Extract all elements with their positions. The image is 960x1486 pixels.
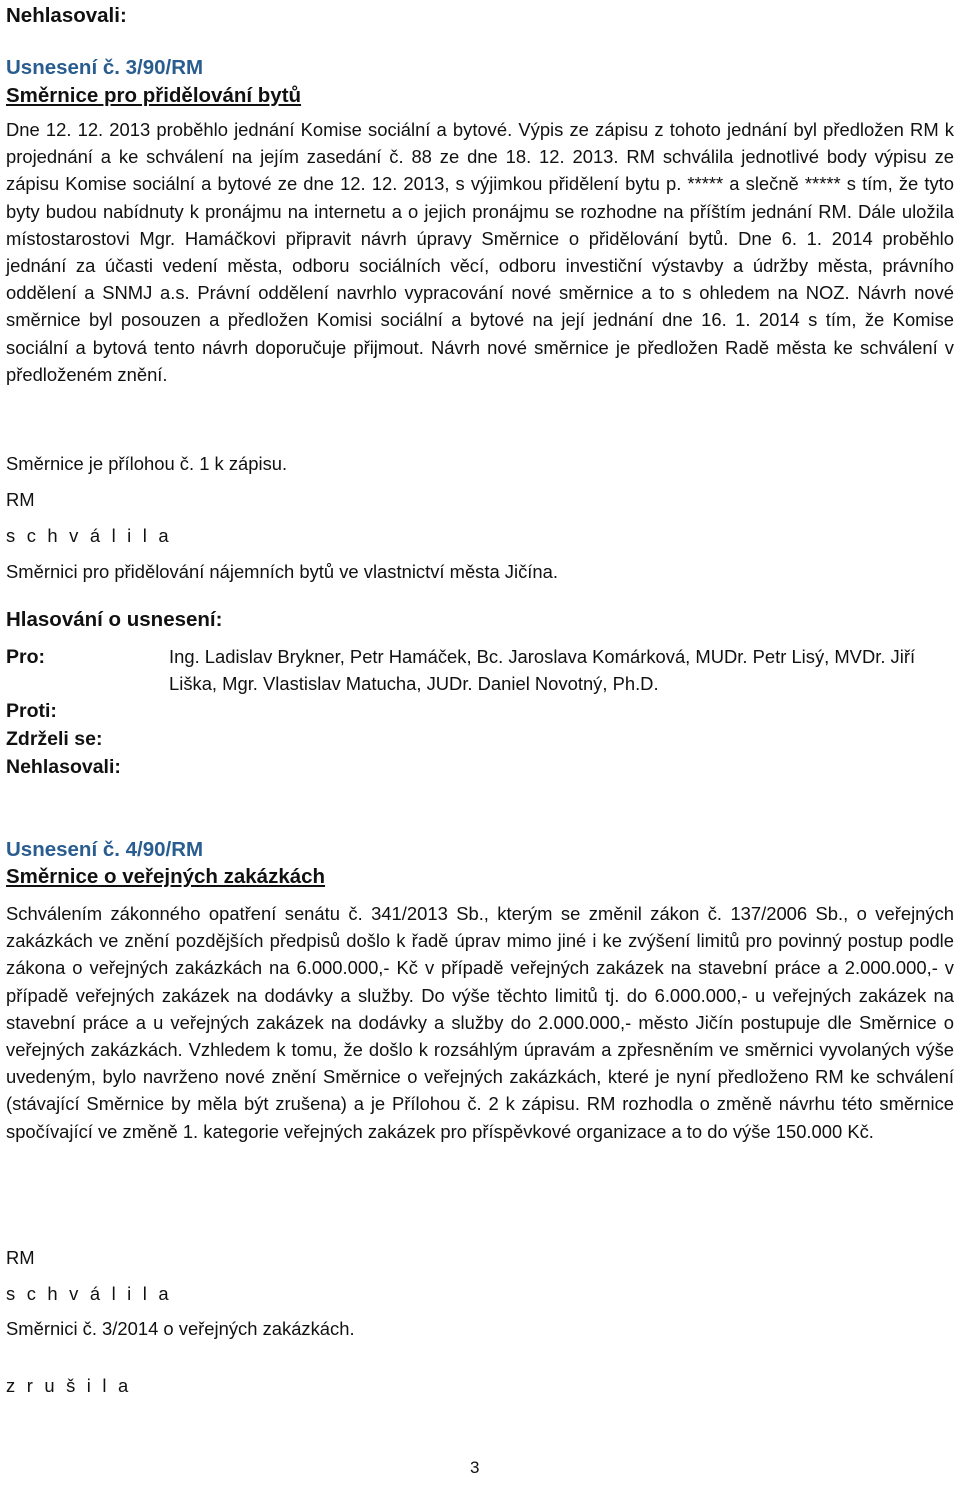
resolution-object: Směrnici pro přidělování nájemních bytů ve vlastnictví města Jičína. xyxy=(6,561,558,582)
resolution-title: Směrnice o veřejných zakázkách xyxy=(6,865,326,888)
vote-pro-label: Pro: xyxy=(6,646,45,668)
resolution-object: Směrnici č. 3/2014 o veřejných zakázkách. xyxy=(6,1318,355,1339)
body-label: RM xyxy=(6,489,35,510)
vote-nehlasovali-label: Nehlasovali: xyxy=(6,756,121,778)
resolution-paragraph: Dne 12. 12. 2013 proběhlo jednání Komise sociální a bytové. Výpis ze zápisu z tohoto jednání byl předložen RM k projednání a ke schválení na jejím zasedání č. 88 ze dne 18. 12. 2013. RM schválila jednotlivé body výpisu ze zápisu Komise sociální a bytové ze dne 12. 12. 2013, s výjimkou přidělení bytu p. ***** a slečně ***** s tím, že tyto byty budou nabídnuty k pronájmu na internetu a o jejich pronájmu se rozhodne na příštím jednání RM. Dále uložila místostarostovi Mgr. Hamáčkovi připravit návrh úpravy Směrnice o přidělování bytů. Dne 6. 1. 2014 proběhlo jednání za účasti vedení města, odboru sociálních věcí, odboru investiční výstavby a údržby města, právního oddělení a SNMJ a.s. Právní oddělení navrhlo vypracování nové směrnice a to s ohledem na NOZ. Návrh nové směrnice byl posouzen a předložen Komisi sociální a bytové na její jednání dne 16. 1. 2014 s tím, že Komise sociální a bytová tento návrh doporučuje přijmout. Návrh nové směrnice je předložen Radě města ke schválení v předloženém znění. xyxy=(6,119,954,385)
verb-label: s c h v á l i l a xyxy=(6,1283,172,1304)
resolution-title: Směrnice pro přidělování bytů xyxy=(6,84,302,107)
attachment-note: Směrnice je přílohou č. 1 k zápisu. xyxy=(6,453,288,474)
page-number: 3 xyxy=(470,1458,480,1477)
resolution-paragraph: Schválením zákonného opatření senátu č. 341/2013 Sb., kterým se změnil zákon č. 137/2006 Sb., o veřejných zakázkách ve znění pozdějších předpisů došlo k řadě úprav mimo jiné i ke zvýšení limitů pro povinný postup podle zákona o veřejných zakázkách na 6.000.000,- Kč v případě veřejných zakázek na stavební práce a 2.000.000,- v případě veřejných zakázek na dodávky a služby. Do výše těchto limitů tj. do 6.000.000,- u veřejných zakázek na stavební práce a u veřejných zakázek na dodávky a služby do 2.000.000,- město Jičín postupuje dle Směrnice o veřejných zakázkách. Vzhledem k tomu, že došlo k rozsáhlým úpravám a zpřesněním ve směrnici vyvolaných výše uvedeným, bylo navrženo nové znění Směrnice o veřejných zakázkách, které je nyní předloženo RM ke schválení (stávající Směrnice by měla být zrušena) a je Přílohou č. 2 k zápisu. RM rozhodla o změně návrhu této směrnice spočívající ve změně 1. kategorie veřejných zakázek pro příspěvkové organizace a to do výše 150.000 Kč. xyxy=(6,903,954,1142)
nehlasovali-label-top: Nehlasovali: xyxy=(6,4,127,27)
resolution-number: Usnesení č. 3/90/RM xyxy=(6,56,204,79)
vote-proti-label: Proti: xyxy=(6,700,57,722)
resolution-number: Usnesení č. 4/90/RM xyxy=(6,838,204,861)
vote-pro-names: Ing. Ladislav Brykner, Petr Hamáček, Bc. Jaroslava Komárková, MUDr. Petr Lisý, MVDr. Jiří Liška, Mgr. Vlastislav Matucha, JUDr. Daniel Novotný, Ph.D. xyxy=(169,646,916,695)
verb-label-cancel: z r u š i l a xyxy=(6,1375,132,1396)
voting-title: Hlasování o usnesení: xyxy=(6,608,223,631)
body-label: RM xyxy=(6,1247,35,1268)
verb-label: s c h v á l i l a xyxy=(6,525,172,546)
vote-zdrzeli-label: Zdrželi se: xyxy=(6,728,103,750)
